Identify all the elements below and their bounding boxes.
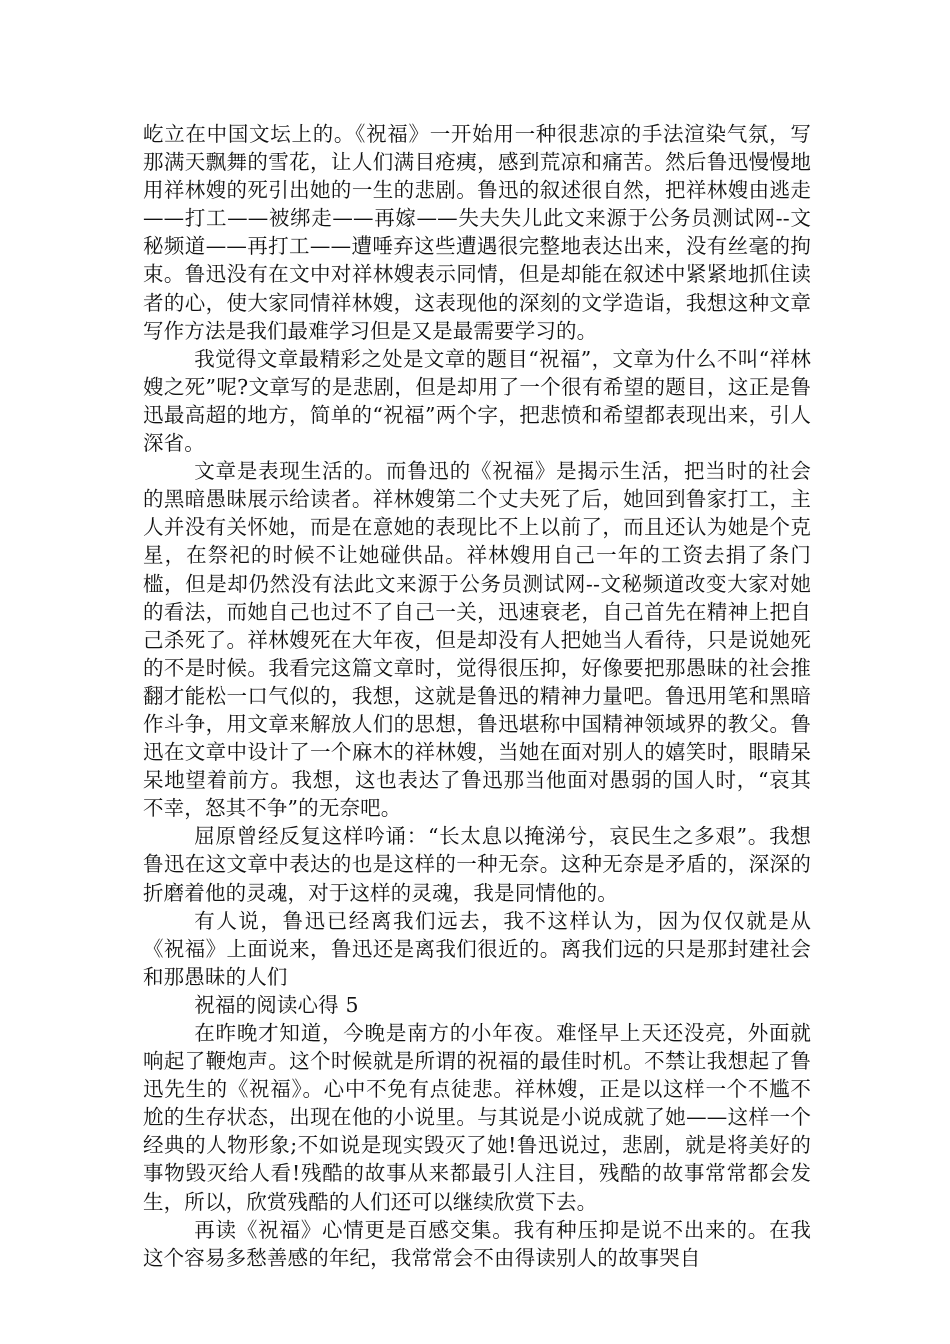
- paragraph-6: 在昨晚才知道，今晚是南方的小年夜。难怪早上天还没亮，外面就响起了鞭炮声。这个时候就是所谓的祝福的最佳时机。不禁让我想起了鲁迅先生的《祝福》。心中不免有点徒悲。祥林嫂，正是以这样一个不尴不尬的生存状态，出现在他的小说里。与其说是小说成就了她——这样一个经典的人物形象;不如说是现实毁灭了她!鲁迅说过，悲剧，就是将美好的事物毁灭给人看!残酷的故事从来都最引人注目，残酷的故事常常都会发生，所以，欣赏残酷的人们还可以继续欣赏下去。: [143, 1021, 811, 1214]
- paragraph-7: 再读《祝福》心情更是百感交集。我有种压抑是说不出来的。在我这个容易多愁善感的年纪，我常常会不由得读别人的故事哭自: [143, 1217, 811, 1270]
- paragraph-1: 屹立在中国文坛上的。《祝福》一开始用一种很悲凉的手法渲染气氛，写那满天飘舞的雪花，让人们满目疮痍，感到荒凉和痛苦。然后鲁迅慢慢地用祥林嫂的死引出她的一生的悲剧。鲁迅的叙述很自然，把祥林嫂由逃走——打工——被绑走——再嫁——失夫失儿此文来源于公务员测试网--文秘频道——再打工——遭唾弃这些遭遇很完整地表达出来，没有丝毫的拘束。鲁迅没有在文中对祥林嫂表示同情，但是却能在叙述中紧紧地抓住读者的心，使大家同情祥林嫂，这表现他的深刻的文学造诣，我想这种文章写作方法是我们最难学习但是又是最需要学习的。: [143, 122, 811, 343]
- paragraph-3: 文章是表现生活的。而鲁迅的《祝福》是揭示生活，把当时的社会的黑暗愚昧展示给读者。祥林嫂第二个丈夫死了后，她回到鲁家打工，主人并没有关怀她，而是在意她的表现比不上以前了，而且还认为她是个克星，在祭祀的时候不让她碰供品。祥林嫂用自己一年的工资去捐了条门槛，但是却仍然没有法此文来源于公务员测试网--文秘频道改变大家对她的看法，而她自己也过不了自己一关，迅速衰老，自己首先在精神上把自己杀死了。祥林嫂死在大年夜，但是却没有人把她当人看待，只是说她死的不是时候。我看完这篇文章时，觉得很压抑，好像要把那愚昧的社会推翻才能松一口气似的，我想，这就是鲁迅的精神力量吧。鲁迅用笔和黑暗作斗争，用文章来解放人们的思想，鲁迅堪称中国精神领域界的教父。鲁迅在文章中设计了一个麻木的祥林嫂，当她在面对别人的嬉笑时，眼睛呆呆地望着前方。我想，这也表达了鲁迅那当他面对愚弱的国人时，“哀其不幸，怒其不争”的无奈吧。: [143, 459, 811, 821]
- paragraph-5: 有人说，鲁迅已经离我们远去，我不这样认为，因为仅仅就是从《祝福》上面说来，鲁迅还是离我们很近的。离我们远的只是那封建社会和那愚昧的人们: [143, 908, 811, 989]
- paragraph-2: 我觉得文章最精彩之处是文章的题目“祝福”，文章为什么不叫“祥林嫂之死”呢?文章写的是悲剧，但是却用了一个很有希望的题目，这正是鲁迅最高超的地方，简单的“祝福”两个字，把悲愤和希望都表现出来，引人深省。: [143, 346, 811, 456]
- document-page: [143, 120, 811, 1272]
- section-heading: 祝福的阅读心得 5: [194, 992, 359, 1017]
- paragraph-4: 屈原曾经反复这样吟诵：“长太息以掩涕兮，哀民生之多艰”。我想鲁迅在这文章中表达的也是这样的一种无奈。这种无奈是矛盾的，深深的折磨着他的灵魂，对于这样的灵魂，我是同情他的。: [143, 824, 811, 905]
